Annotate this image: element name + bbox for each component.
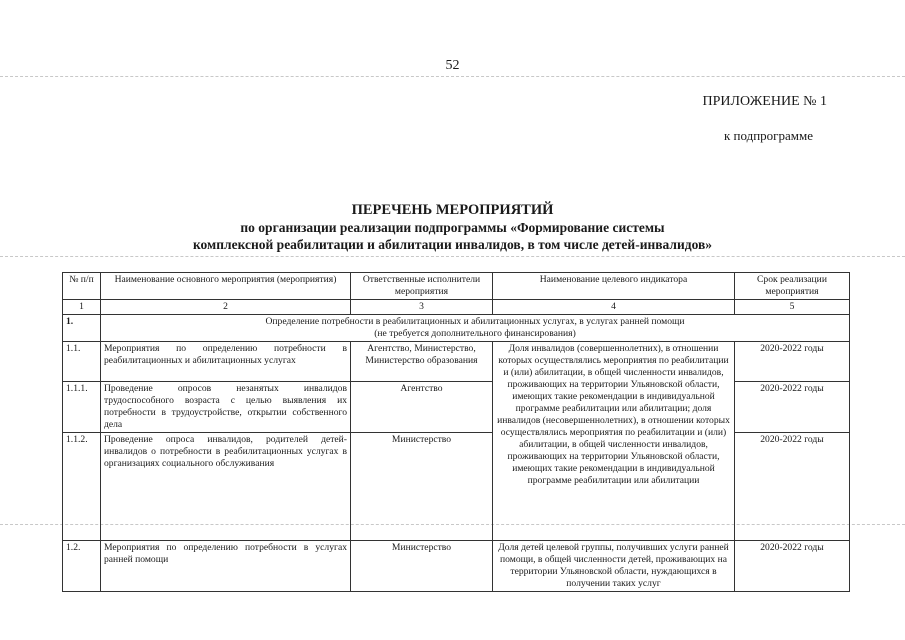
table-row <box>63 342 850 382</box>
column-number: 2 <box>101 300 351 315</box>
header-name: Наименование основного мероприятия (мероприятия) <box>101 273 351 300</box>
row-executors: Агентство <box>351 382 493 433</box>
column-number: 1 <box>63 300 101 315</box>
row-term: 2020-2022 годы <box>735 342 850 382</box>
measures-table <box>62 272 850 592</box>
page-number: 52 <box>445 58 460 73</box>
table-row <box>63 541 850 592</box>
scan-artifact-line <box>0 76 905 78</box>
title-line-2: по организации реализации подпрограммы «Формирование системы <box>240 220 665 235</box>
title-line-3: комплексной реабилитации и абилитации инвалидов, в том числе детей-инвалидов» <box>192 237 713 252</box>
row-executors: Агентство, Министерство, Министерство образования <box>351 342 493 382</box>
row-num: 1.1. <box>63 342 101 382</box>
column-number: 3 <box>351 300 493 315</box>
appendix-label: ПРИЛОЖЕНИЕ № 1 <box>702 94 827 109</box>
title-main: ПЕРЕЧЕНЬ МЕРОПРИЯТИЙ <box>351 202 554 218</box>
section-title <box>101 315 850 342</box>
header-num: № п/п <box>63 273 101 300</box>
header-term: Срок реализации мероприятия <box>735 273 850 300</box>
scan-artifact-line <box>0 256 905 258</box>
row-name: Мероприятия по определению потребности в реабилитационных и абилитационных услугах <box>101 342 351 382</box>
row-name: Проведение опросов незанятых инвалидов трудоспособного возраста с целью выявления их потребности в трудоустройстве, открытии собственного дела <box>101 382 351 433</box>
section-row <box>63 315 850 342</box>
header-executors: Ответственные исполнители мероприятия <box>351 273 493 300</box>
row-indicator: Доля инвалидов (совершеннолетних), в отношении которых осуществлялись мероприятия по реабилитации и (или) абилитации, в общей численности инвалидов, проживающих на территории Ульяновской области, имеющих такие рекомендации в индивидуальной программе реабилитации или абилитации; доля инвалидов (несовершеннолетних), в отношении которых осуществлялись мероприятия по реабилитации и (или) абилитации, в общей численности инвалидов, проживающих на территории Ульяновской области, имеющих такие рекомендации в индивидуальной программе реабилитации или абилитации <box>493 342 735 541</box>
row-name: Проведение опроса инвалидов, родителей детей-инвалидов о потребности в реабилитационных услугах в организациях социального обслуживания <box>101 433 351 541</box>
row-executors: Министерство <box>351 433 493 541</box>
row-num: 1.2. <box>63 541 101 592</box>
header-row <box>63 273 850 300</box>
subprogram-label: к подпрограмме <box>723 128 813 143</box>
column-number: 4 <box>493 300 735 315</box>
row-name: Мероприятия по определению потребности в услугах ранней помощи <box>101 541 351 592</box>
section-title-line-1: Определение потребности в реабилитационных и абилитационных услугах, в услугах ранней помощи <box>265 316 685 327</box>
row-executors: Министерство <box>351 541 493 592</box>
section-title-line-2: (не требуется дополнительного финансирования) <box>374 328 576 339</box>
row-num: 1.1.1. <box>63 382 101 433</box>
row-term: 2020-2022 годы <box>735 433 850 541</box>
column-number: 5 <box>735 300 850 315</box>
document-title <box>0 201 905 253</box>
column-number-row <box>63 300 850 315</box>
section-num: 1. <box>63 315 101 342</box>
row-indicator: Доля детей целевой группы, получивших услуги ранней помощи, в общей численности детей, проживающих на территории Ульяновской области, нуждающихся в получении таких услуг <box>493 541 735 592</box>
header-indicator: Наименование целевого индикатора <box>493 273 735 300</box>
row-term: 2020-2022 годы <box>735 382 850 433</box>
row-num: 1.1.2. <box>63 433 101 541</box>
row-term: 2020-2022 годы <box>735 541 850 592</box>
